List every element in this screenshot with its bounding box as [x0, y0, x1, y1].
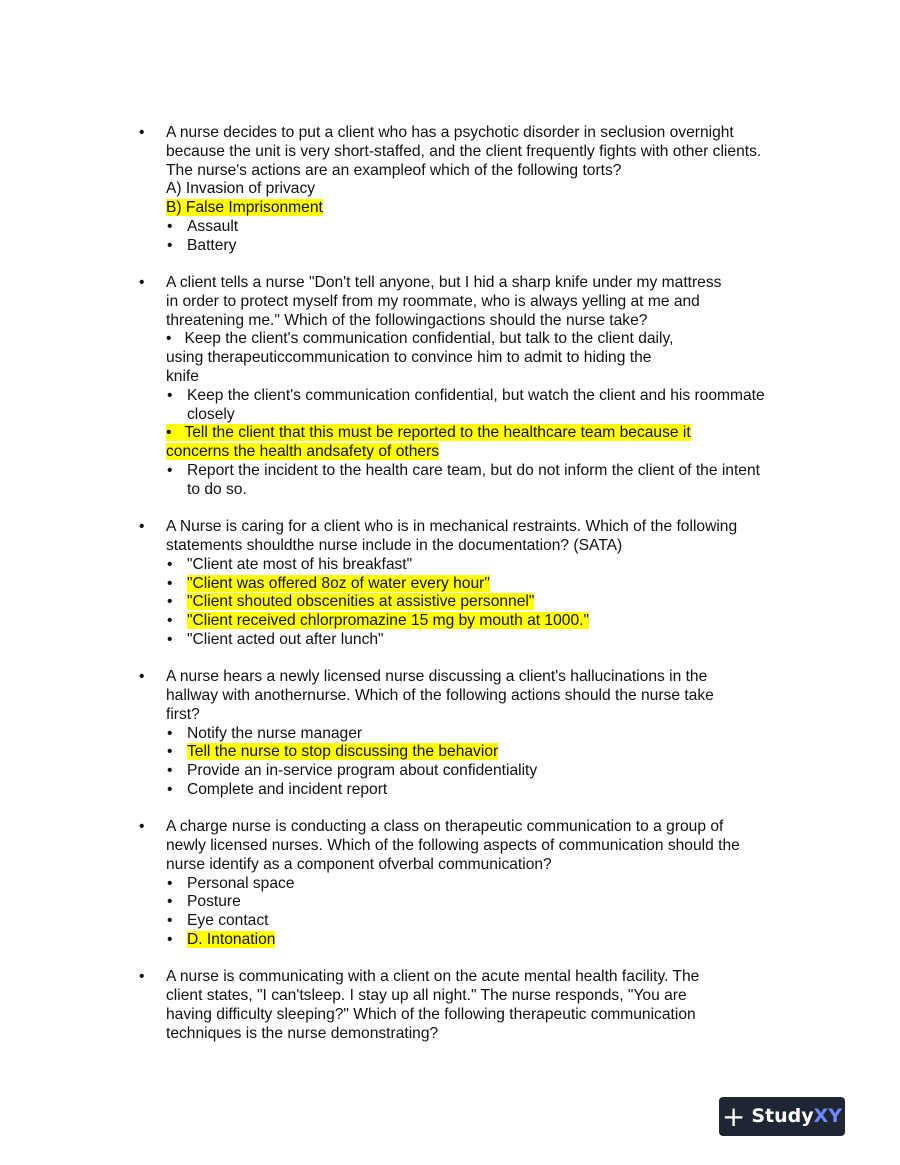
option-bullet: •: [167, 574, 173, 592]
option-text-line: [187, 406, 900, 425]
option-bullet: •: [167, 217, 173, 235]
question-text-line: having difficulty sleeping?" Which of the following therapeutic communication: [166, 1005, 696, 1023]
answer-option: [166, 875, 900, 894]
question-text-line: techniques is the nurse demonstrating?: [166, 1024, 439, 1042]
option-bullet: •: [167, 762, 173, 780]
answer-highlighted: B) False Imprisonment: [166, 199, 323, 217]
answer-text: Keep the client's communication confidential, but talk to the client daily,: [184, 330, 674, 348]
answer-option: [166, 912, 900, 931]
option-text-line: [187, 781, 900, 800]
option-bullet: •: [167, 874, 173, 892]
question-text-line: A charge nurse is conducting a class on therapeutic communication to a group of: [166, 818, 724, 836]
option-text-line: [166, 443, 900, 462]
option-text-line: [187, 556, 900, 575]
answer-text: closely: [187, 405, 235, 423]
answer-option: [166, 180, 900, 199]
option-text-line: [187, 912, 900, 931]
answer-text: knife: [166, 368, 199, 386]
question-bullet: •: [139, 968, 145, 986]
question-item: [0, 818, 900, 950]
option-bullet: •: [167, 386, 173, 404]
question-text-line: threatening me." Which of the followingactions should the nurse take?: [166, 311, 648, 329]
option-gap: [171, 424, 184, 441]
question-text-line: A nurse hears a newly licensed nurse discussing a client's hallucinations in the: [166, 668, 708, 686]
answer-text: to do so.: [187, 480, 247, 498]
answer-text: Assault: [187, 217, 239, 235]
answer-text: Complete and incident report: [187, 781, 388, 798]
option-text-line: [166, 349, 900, 368]
answer-text: Eye contact: [187, 912, 269, 930]
option-bullet: •: [167, 555, 173, 573]
option-text-line: [187, 237, 900, 256]
answer-highlighted: "Client was offered 8oz of water every hour": [187, 574, 490, 592]
answer-option: [166, 631, 900, 650]
answer-highlighted: "Client received chlorpromazine 15 mg by mouth at 1000.": [187, 612, 589, 630]
question-text-line: in order to protect myself from my roommate, who is always yelling at me and: [166, 292, 700, 310]
question-text-line: A Nurse is caring for a client who is in mechanical restraints. Which of the following: [166, 518, 738, 536]
option-gap: [171, 330, 184, 347]
option-bullet: •: [167, 724, 173, 742]
question-text-line: hallway with anothernurse. Which of the following actions should the nurse take: [166, 687, 714, 705]
answer-option: [166, 931, 900, 950]
option-bullet: •: [166, 424, 172, 442]
answer-option: [166, 762, 900, 781]
answer-option: [166, 893, 900, 912]
question-item: [0, 968, 900, 1043]
question-item: [0, 518, 900, 650]
answer-text: using therapeuticcommunication to convince him to admit to hiding the: [166, 349, 652, 367]
option-bullet: •: [167, 612, 173, 630]
option-text-line: [187, 631, 900, 650]
question-bullet: •: [139, 518, 145, 536]
answer-option: [166, 387, 900, 425]
answer-option: [166, 424, 900, 443]
option-text-line: [187, 893, 900, 912]
question-text-line: client states, "I can'tsleep. I stay up all night." The nurse responds, "You are: [166, 987, 687, 1005]
answer-text: Battery: [187, 236, 237, 254]
option-text-line: [187, 575, 900, 594]
answer-text: Provide an in-service program about confidentiality: [187, 762, 538, 780]
question-text-line: A nurse is communicating with a client on the acute mental health facility. The: [166, 968, 700, 986]
option-bullet: •: [167, 912, 173, 930]
answer-highlighted: D. Intonation: [187, 931, 276, 949]
answer-text: "Client ate most of his breakfast": [187, 555, 413, 573]
question-bullet: •: [139, 124, 145, 141]
option-text-line: [187, 612, 900, 631]
option-text-line: [187, 725, 900, 744]
option-text-line: [187, 593, 900, 612]
option-bullet: •: [166, 330, 172, 348]
answer-option: [166, 593, 900, 612]
question-text-line: nurse identify as a component ofverbal communication?: [166, 855, 552, 873]
option-bullet: •: [167, 236, 173, 254]
answer-option: [166, 725, 900, 744]
option-bullet: •: [167, 781, 173, 798]
answer-text: Report the incident to the health care team, but do not inform the client of the intent: [187, 462, 760, 480]
option-bullet: •: [167, 893, 173, 911]
option-text-line: [187, 743, 900, 762]
answer-option: [166, 612, 900, 631]
answer-highlighted: Tell the nurse to stop discussing the behavior: [187, 743, 499, 761]
option-text-line: [187, 387, 900, 406]
question-text-line: first?: [166, 705, 200, 723]
question-item: [0, 124, 900, 256]
answer-text: Notify the nurse manager: [187, 724, 363, 742]
answer-option: [166, 237, 900, 256]
answer-highlighted: concerns the health andsafety of others: [166, 443, 440, 461]
answer-text: Keep the client's communication confidential, but watch the client and his roommate: [187, 386, 765, 404]
option-text-line: [187, 218, 900, 237]
answer-text: A) Invasion of privacy: [166, 180, 316, 198]
plus-icon: +: [721, 1099, 746, 1133]
question-text-line: A client tells a nurse "Don't tell anyone, but I hid a sharp knife under my mattress: [166, 274, 722, 292]
document-body: [0, 124, 900, 1062]
question-text-line: A nurse decides to put a client who has a psychotic disorder in seclusion overnight: [166, 124, 734, 141]
answer-option: [166, 556, 900, 575]
option-text-line: [166, 368, 900, 387]
answer-option: [166, 575, 900, 594]
answer-text: Posture: [187, 893, 241, 911]
answer-highlighted: "Client shouted obscenities at assistive personnel": [187, 593, 535, 611]
answer-option: [166, 743, 900, 762]
question-item: [0, 668, 900, 800]
question-bullet: •: [139, 818, 145, 836]
option-text-line: [187, 762, 900, 781]
option-text-line: [187, 462, 900, 481]
question-text-line: newly licensed nurses. Which of the following aspects of communication should the: [166, 837, 740, 855]
question-text-line: statements shouldthe nurse include in the documentation? (SATA): [166, 536, 623, 554]
answer-text: Personal space: [187, 874, 295, 892]
brand-word-xy: XY: [813, 1105, 843, 1128]
answer-option: [166, 218, 900, 237]
option-text-line: [187, 875, 900, 894]
option-bullet: •: [167, 630, 173, 648]
question-text-line: because the unit is very short-staffed, and the client frequently fights with other clients.: [166, 142, 762, 160]
option-text-line: [187, 931, 900, 950]
answer-option: [166, 199, 900, 218]
question-item: [0, 274, 900, 500]
question-bullet: •: [139, 668, 145, 686]
answer-highlighted: Tell the client that this must be reported to the healthcare team because it: [184, 424, 691, 442]
answer-option: [166, 330, 900, 349]
answer-option: [166, 462, 900, 500]
option-bullet: •: [167, 462, 173, 480]
question-bullet: •: [139, 274, 145, 292]
studyxy-logo[interactable]: [719, 1097, 845, 1136]
option-bullet: •: [167, 931, 173, 949]
option-text-line: [187, 481, 900, 500]
option-bullet: •: [167, 593, 173, 611]
question-text-line: The nurse's actions are an exampleof which of the following torts?: [166, 161, 622, 179]
answer-option: [166, 781, 900, 800]
answer-text: "Client acted out after lunch": [187, 630, 384, 648]
brand-word-study: Study: [751, 1105, 814, 1128]
option-bullet: •: [167, 743, 173, 761]
